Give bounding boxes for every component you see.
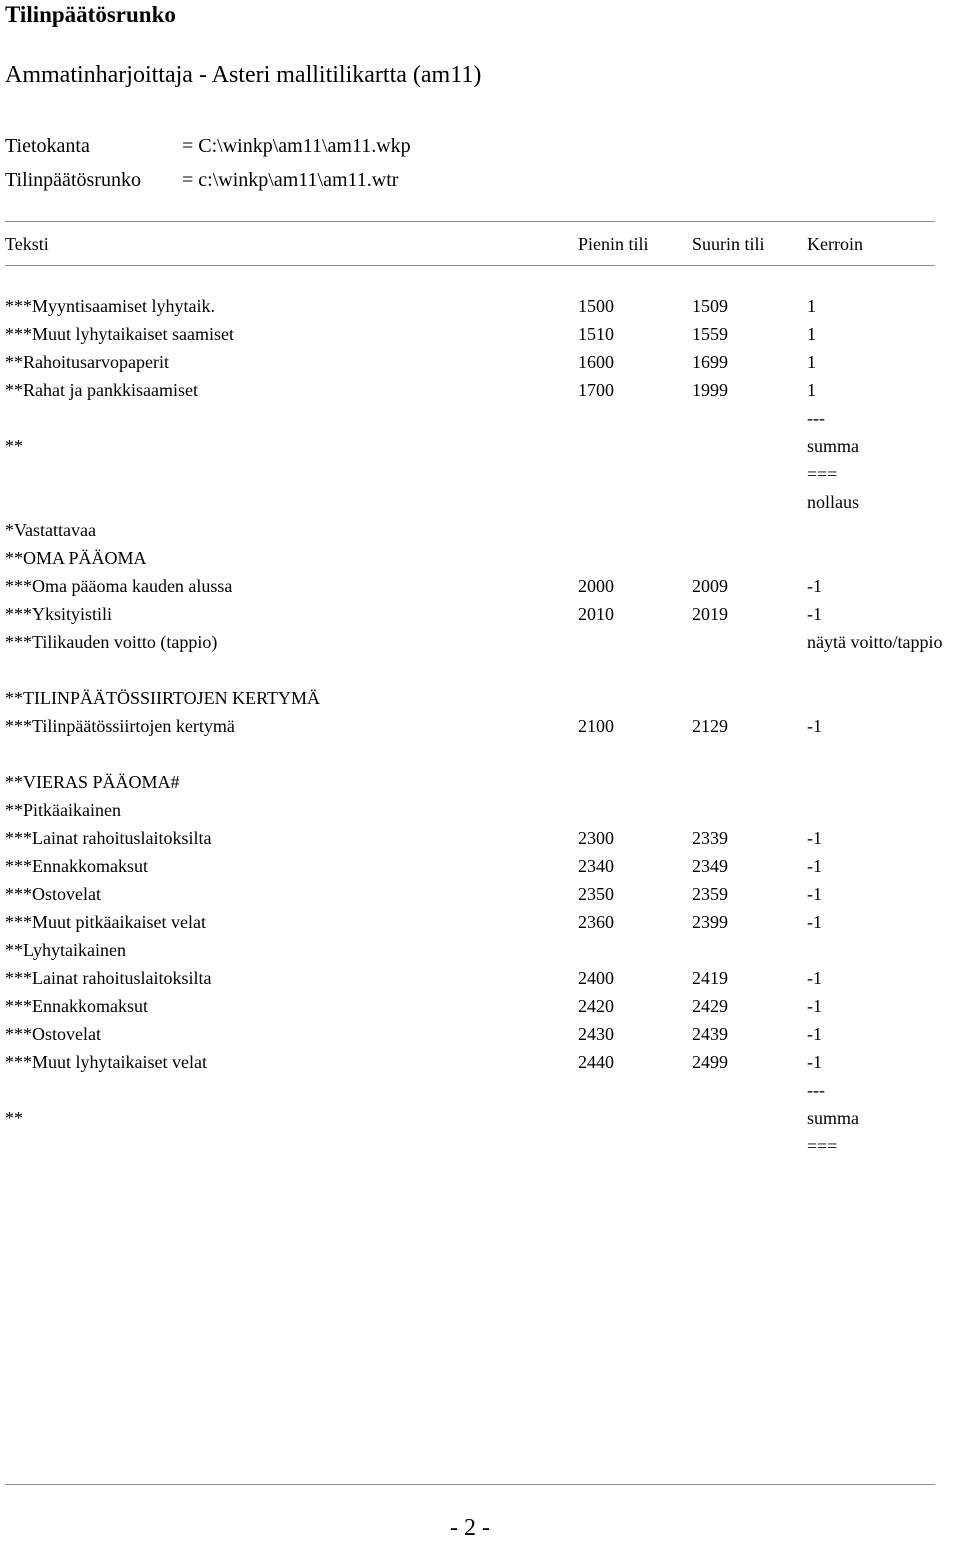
row-min-account: 1600 bbox=[578, 352, 614, 372]
row-max-account: 2399 bbox=[692, 912, 728, 932]
row-min-account: 2420 bbox=[578, 996, 614, 1016]
table-row bbox=[0, 492, 960, 518]
table-row bbox=[0, 772, 960, 798]
row-text: ** bbox=[5, 1108, 23, 1128]
row-min-account: 2340 bbox=[578, 856, 614, 876]
row-max-account: 2499 bbox=[692, 1052, 728, 1072]
table-row bbox=[0, 968, 960, 994]
row-factor: === bbox=[807, 464, 838, 484]
row-text: ***Oma pääoma kauden alussa bbox=[5, 576, 233, 596]
table-row bbox=[0, 688, 960, 714]
row-text: **Rahat ja pankkisaamiset bbox=[5, 380, 198, 400]
row-text: ***Ostovelat bbox=[5, 884, 101, 904]
row-text: ***Ostovelat bbox=[5, 1024, 101, 1044]
table-row bbox=[0, 352, 960, 378]
table-row bbox=[0, 940, 960, 966]
row-text: ***Ennakkomaksut bbox=[5, 856, 148, 876]
row-min-account: 2300 bbox=[578, 828, 614, 848]
row-min-account: 1500 bbox=[578, 296, 614, 316]
row-min-account: 2430 bbox=[578, 1024, 614, 1044]
row-max-account: 1509 bbox=[692, 296, 728, 316]
row-min-account: 2360 bbox=[578, 912, 614, 932]
row-text: ***Yksityistili bbox=[5, 604, 113, 624]
meta-value: = C:\winkp\am11\am11.wkp bbox=[182, 135, 411, 157]
row-max-account: 2339 bbox=[692, 828, 728, 848]
table-row bbox=[0, 996, 960, 1022]
row-factor: -1 bbox=[807, 576, 822, 596]
header-top-rule bbox=[5, 221, 935, 222]
table-row bbox=[0, 604, 960, 630]
row-factor: summa bbox=[807, 1108, 859, 1128]
row-min-account: 1700 bbox=[578, 380, 614, 400]
row-text: ***Tilinpäätössiirtojen kertymä bbox=[5, 716, 235, 736]
table-row bbox=[0, 436, 960, 462]
row-min-account: 2440 bbox=[578, 1052, 614, 1072]
row-max-account: 2419 bbox=[692, 968, 728, 988]
row-min-account: 2400 bbox=[578, 968, 614, 988]
row-factor: -1 bbox=[807, 884, 822, 904]
table-row bbox=[0, 576, 960, 602]
row-factor: --- bbox=[807, 1080, 825, 1100]
row-factor: 1 bbox=[807, 296, 816, 316]
row-max-account: 1999 bbox=[692, 380, 728, 400]
row-max-account: 2009 bbox=[692, 576, 728, 596]
row-factor: -1 bbox=[807, 996, 822, 1016]
table-row bbox=[0, 408, 960, 434]
row-text: **Lyhytaikainen bbox=[5, 940, 126, 960]
row-max-account: 2429 bbox=[692, 996, 728, 1016]
document-title: Tilinpäätösrunko bbox=[5, 2, 176, 27]
footer-rule bbox=[5, 1484, 935, 1485]
table-row bbox=[0, 296, 960, 322]
table-row bbox=[0, 1024, 960, 1050]
row-factor: -1 bbox=[807, 716, 822, 736]
table-row bbox=[0, 744, 960, 770]
table-row bbox=[0, 632, 960, 658]
row-text: ** bbox=[5, 436, 23, 456]
row-factor: -1 bbox=[807, 828, 822, 848]
column-header-text: Teksti bbox=[5, 234, 49, 254]
column-header-factor: Kerroin bbox=[807, 234, 863, 254]
table-row bbox=[0, 828, 960, 854]
table-row bbox=[0, 548, 960, 574]
row-text: **Rahoitusarvopaperit bbox=[5, 352, 169, 372]
row-factor: --- bbox=[807, 408, 825, 428]
table-row bbox=[0, 660, 960, 686]
row-max-account: 2439 bbox=[692, 1024, 728, 1044]
row-min-account: 1510 bbox=[578, 324, 614, 344]
row-max-account: 1559 bbox=[692, 324, 728, 344]
document-subtitle: Ammatinharjoittaja - Asteri mallitilikartta (am11) bbox=[5, 62, 482, 88]
row-min-account: 2350 bbox=[578, 884, 614, 904]
table-row bbox=[0, 716, 960, 742]
row-text: ***Ennakkomaksut bbox=[5, 996, 148, 1016]
table-row bbox=[0, 800, 960, 826]
table-row bbox=[0, 380, 960, 406]
row-min-account: 2000 bbox=[578, 576, 614, 596]
row-text: *Vastattavaa bbox=[5, 520, 96, 540]
row-text: **TILINPÄÄTÖSSIIRTOJEN KERTYMÄ bbox=[5, 688, 320, 708]
meta-value: = c:\winkp\am11\am11.wtr bbox=[182, 169, 399, 191]
row-text: **Pitkäaikainen bbox=[5, 800, 121, 820]
page-number: - 2 - bbox=[450, 1515, 490, 1541]
row-factor: -1 bbox=[807, 968, 822, 988]
table-row bbox=[0, 856, 960, 882]
row-factor: näytä voitto/tappio bbox=[807, 632, 943, 652]
row-text: ***Muut pitkäaikaiset velat bbox=[5, 912, 206, 932]
row-factor: 1 bbox=[807, 380, 816, 400]
row-max-account: 1699 bbox=[692, 352, 728, 372]
row-factor: -1 bbox=[807, 912, 822, 932]
table-row bbox=[0, 1136, 960, 1162]
row-max-account: 2019 bbox=[692, 604, 728, 624]
table-row bbox=[0, 1108, 960, 1134]
row-text: **OMA PÄÄOMA bbox=[5, 548, 147, 568]
row-factor: 1 bbox=[807, 324, 816, 344]
row-max-account: 2129 bbox=[692, 716, 728, 736]
row-factor: -1 bbox=[807, 856, 822, 876]
table-row bbox=[0, 324, 960, 350]
meta-key: Tietokanta bbox=[5, 135, 90, 157]
table-row bbox=[0, 464, 960, 490]
row-factor: 1 bbox=[807, 352, 816, 372]
table-row bbox=[0, 884, 960, 910]
column-header-max: Suurin tili bbox=[692, 234, 765, 254]
row-factor: -1 bbox=[807, 1052, 822, 1072]
table-row bbox=[0, 912, 960, 938]
row-text: ***Lainat rahoituslaitoksilta bbox=[5, 828, 212, 848]
meta-key: Tilinpäätösrunko bbox=[5, 169, 141, 191]
row-max-account: 2359 bbox=[692, 884, 728, 904]
table-row bbox=[0, 520, 960, 546]
header-bottom-rule bbox=[5, 265, 935, 266]
column-header-min: Pienin tili bbox=[578, 234, 649, 254]
table-row bbox=[0, 1052, 960, 1078]
row-text: ***Muut lyhytaikaiset saamiset bbox=[5, 324, 234, 344]
row-text: ***Myyntisaamiset lyhytaik. bbox=[5, 296, 215, 316]
table-row bbox=[0, 1080, 960, 1106]
row-text: ***Tilikauden voitto (tappio) bbox=[5, 632, 218, 652]
table-header bbox=[0, 234, 960, 258]
row-factor: nollaus bbox=[807, 492, 859, 512]
row-factor: -1 bbox=[807, 604, 822, 624]
row-min-account: 2100 bbox=[578, 716, 614, 736]
row-text: **VIERAS PÄÄOMA# bbox=[5, 772, 180, 792]
row-factor: summa bbox=[807, 436, 859, 456]
row-text: ***Lainat rahoituslaitoksilta bbox=[5, 968, 212, 988]
row-factor: -1 bbox=[807, 1024, 822, 1044]
row-max-account: 2349 bbox=[692, 856, 728, 876]
row-text: ***Muut lyhytaikaiset velat bbox=[5, 1052, 207, 1072]
row-min-account: 2010 bbox=[578, 604, 614, 624]
row-factor: === bbox=[807, 1136, 838, 1156]
